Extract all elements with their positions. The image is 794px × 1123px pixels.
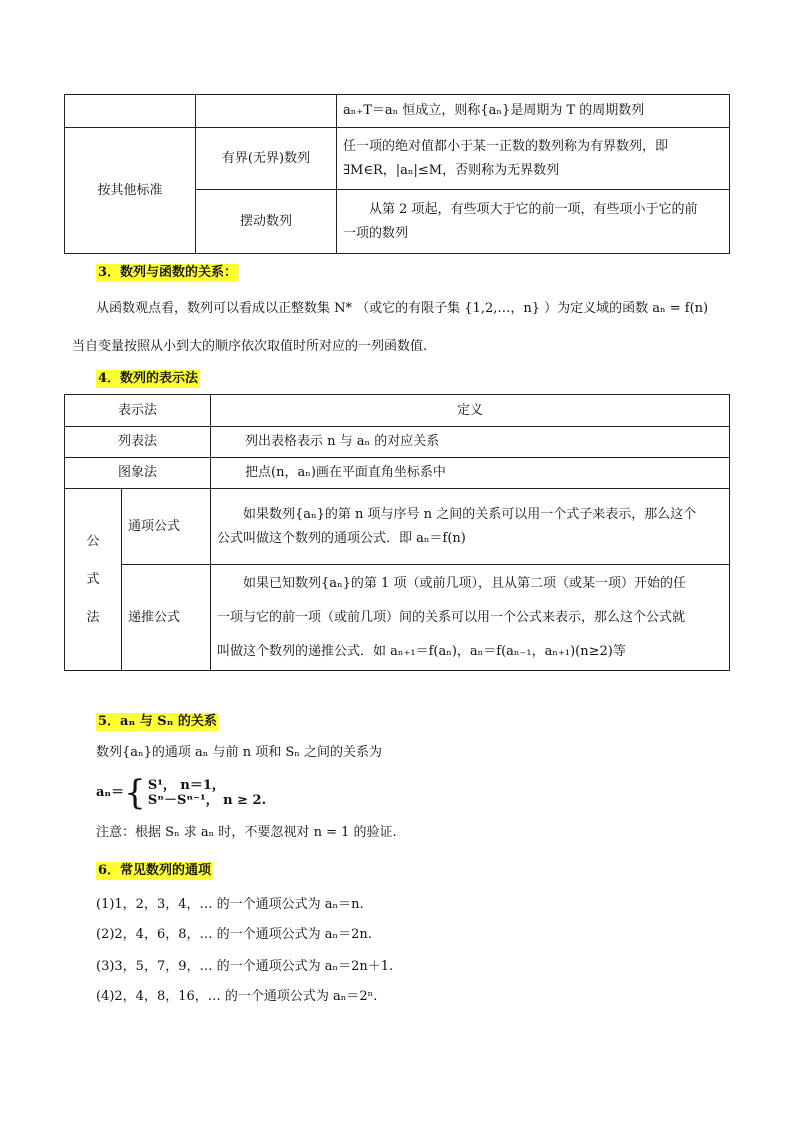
table-row: [65, 458, 730, 489]
definition-line: 叫做这个数列的递推公式．如 aₙ₊₁＝f(aₙ)，aₙ＝f(aₙ₋₁，aₙ₊₁)(n≥2)等: [217, 643, 626, 659]
definition-line: 一项与它的前一项（或前几项）间的关系可以用一个公式来表示，那么这个公式就: [217, 609, 686, 625]
formula-case: Sⁿ－Sⁿ⁻¹， n ≥ 2.: [147, 793, 267, 808]
paragraph-line: 从函数观点看，数列可以看成以正整数集 N* （或它的有限子集 {1,2,…，n} ）为定义域的函数 aₙ = f(n): [96, 301, 709, 316]
definition-line: 从第 2 项起，有些项大于它的前一项，有些项小于它的前: [369, 201, 698, 217]
piecewise-formula: [96, 773, 267, 813]
formula-cases: [148, 778, 266, 808]
formula-method-label: [65, 489, 122, 671]
table-cell: [65, 95, 196, 128]
list-item: (3)3，5，7，9，… 的一个通项公式为 aₙ＝2n＋1.: [96, 959, 394, 974]
table-row: [65, 427, 730, 458]
method-name: 列表法: [65, 427, 211, 458]
column-header: 定义: [211, 395, 730, 427]
list-item: (1)1，2，3，4，… 的一个通项公式为 aₙ＝n.: [96, 897, 364, 912]
paragraph-line: 数列{aₙ}的通项 aₙ 与前 n 项和 Sₙ 之间的关系为: [96, 745, 382, 760]
representation-methods-table: [64, 394, 730, 671]
section-heading: 6．常见数列的通项: [98, 863, 212, 878]
paragraph-line: 当自变量按照从小到大的顺序依次取值时所对应的一列函数值.: [72, 339, 428, 354]
definition-line: 一项的数列: [343, 225, 409, 241]
method-definition: [211, 565, 730, 671]
table-header-row: [65, 395, 730, 427]
vertical-char: 式: [86, 571, 100, 587]
definition-line: 如果已知数列{aₙ}的第 1 项（或前几项），且从第二项（或某一项）开始的任: [243, 575, 686, 591]
definition-line: 任一项的绝对值都小于某一正数的数列称为有界数列，即: [343, 138, 669, 154]
other-criteria-label: 按其他标准: [65, 128, 196, 254]
method-name: 通项公式: [122, 489, 211, 565]
section-heading: 5．aₙ 与 Sₙ 的关系: [98, 714, 217, 729]
definition-line: 如果数列{aₙ}的第 n 项与序号 n 之间的关系可以用一个式子来表示，那么这个: [243, 506, 697, 522]
oscillating-sequence-definition: [337, 190, 730, 254]
oscillating-sequence-name: 摆动数列: [196, 190, 337, 254]
table-row: [65, 565, 730, 671]
method-definition: 列出表格表示 n 与 aₙ 的对应关系: [211, 427, 730, 458]
table-row: [65, 128, 730, 190]
formula-lhs: aₙ＝: [96, 785, 125, 800]
section-heading: 4．数列的表示法: [98, 371, 199, 386]
table-cell: [196, 95, 337, 128]
vertical-char: 公: [86, 533, 100, 549]
left-brace: {: [124, 773, 146, 813]
method-definition: [211, 489, 730, 565]
definition-line: 公式叫做这个数列的通项公式．即 aₙ＝f(n): [217, 530, 466, 546]
periodic-sequence-definition: aₙ₊T＝aₙ 恒成立，则称{aₙ}是周期为 T 的周期数列: [337, 95, 730, 128]
table-row: [65, 95, 730, 128]
list-item: (4)2，4，8，16，… 的一个通项公式为 aₙ＝2ⁿ.: [96, 989, 378, 1004]
table-row: [65, 489, 730, 565]
column-header: 表示法: [65, 395, 211, 427]
formula-case: S¹， n＝1，: [147, 778, 225, 793]
method-name: 图象法: [65, 458, 211, 489]
list-item: (2)2，4，6，8，… 的一个通项公式为 aₙ＝2n.: [96, 927, 372, 942]
section-heading: 3．数列与函数的关系：: [98, 265, 238, 280]
vertical-char: 法: [86, 609, 100, 625]
definition-line: ∃M∈R，|aₙ|≤M，否则称为无界数列: [343, 162, 560, 178]
method-name: 递推公式: [122, 565, 211, 671]
method-definition: 把点(n，aₙ)画在平面直角坐标系中: [211, 458, 730, 489]
sequence-classification-table: [64, 94, 730, 254]
bounded-sequence-name: 有界(无界)数列: [196, 128, 337, 190]
note-line: 注意：根据 Sₙ 求 aₙ 时，不要忽视对 n = 1 的验证.: [96, 825, 397, 840]
bounded-sequence-definition: [337, 128, 730, 190]
